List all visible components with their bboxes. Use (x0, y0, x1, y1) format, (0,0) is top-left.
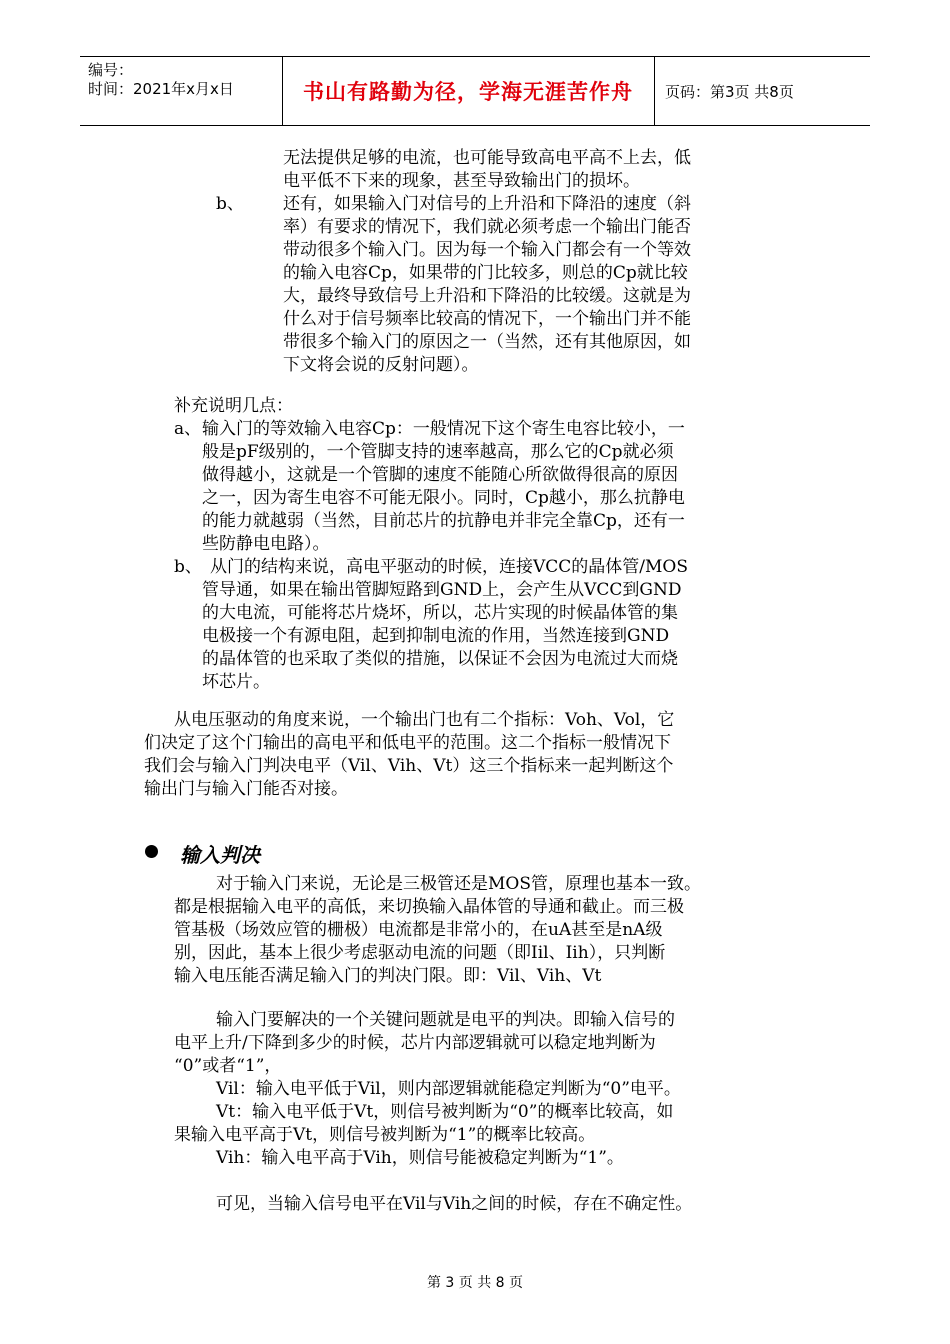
text-line: 输入门要解决的一个关键问题就是电平的判决。即输入信号的 (216, 1010, 675, 1030)
text-line: 别，因此，基本上很少考虑驱动电流的问题（即Iil、Iih），只判断 (174, 943, 666, 963)
list-marker-a: a、 (174, 419, 202, 439)
text-line: 对于输入门来说，无论是三极管还是MOS管，原理也基本一致。 (216, 874, 701, 894)
text-line: 我们会与输入门判决电平（Vil、Vih、Vt）这三个指标来一起判断这个 (144, 756, 674, 776)
text-line: 的能力就越弱（当然，目前芯片的抗静电并非完全靠Cp，还有一 (202, 511, 685, 531)
conclusion-text: 可见，当输入信号电平在Vil与Vih之间的时候，存在不确定性。 (216, 1194, 693, 1214)
page-header (80, 56, 870, 126)
section-title: 输入判决 (180, 843, 260, 867)
text-line: 管基极（场效应管的栅极）电流都是非常小的，在uA甚至是nA级 (174, 920, 663, 940)
text-line: Vil：输入电平低于Vil，则内部逻辑就能稳定判断为“0”电平。 (216, 1079, 681, 1099)
supplement-heading: 补充说明几点： (174, 396, 293, 416)
text-line: 大，最终导致信号上升沿和下降沿的比较缓。这就是为 (283, 286, 691, 306)
text-line: 的输入电容Cp，如果带的门比较多，则总的Cp就比较 (283, 263, 688, 283)
text-line: 率）有要求的情况下，我们就必须考虑一个输出门能否 (283, 217, 691, 237)
text-line: 输入门的等效输入电容Cp：一般情况下这个寄生电容比较小，一 (202, 419, 685, 439)
number-label: 编号： (88, 61, 134, 79)
text-line: 管导通，如果在输出管脚短路到GND上，会产生从VCC到GND (202, 580, 682, 600)
header-motto: 书山有路勤为径，学海无涯苦作舟 (303, 80, 633, 104)
text-line: 从门的结构来说，高电平驱动的时候，连接VCC的晶体管/MOS (210, 557, 689, 577)
list-marker-b: b、 (216, 194, 244, 214)
text-line: 电极接一个有源电阻，起到抑制电流的作用，当然连接到GND (202, 626, 670, 646)
time-label: 时间：2021年x月x日 (88, 80, 234, 98)
text-line: Vt：输入电平低于Vt，则信号被判断为“0”的概率比较高，如 (216, 1102, 674, 1122)
text-line: 从电压驱动的角度来说，一个输出门也有二个指标：Voh、Vol，它 (174, 710, 675, 730)
text-line: 果输入电平高于Vt，则信号被判断为“1”的概率比较高。 (174, 1125, 596, 1145)
text-line: 下文将会说的反射问题）。 (283, 355, 479, 375)
text-line: 之一，因为寄生电容不可能无限小。同时，Cp越小，那么抗静电 (202, 488, 685, 508)
header-divider-right (654, 57, 655, 125)
list-marker-b: b、 (174, 557, 202, 577)
page-footer: 第 3 页 共 8 页 (426, 1275, 524, 1291)
text-line: 做得越小，这就是一个管脚的速度不能随心所欲做得很高的原因 (202, 465, 678, 485)
text-line: 无法提供足够的电流，也可能导致高电平高不上去，低 (283, 148, 691, 168)
text-line: 电平上升/下降到多少的时候，芯片内部逻辑就可以稳定地判断为 (174, 1033, 656, 1053)
text-line: 的晶体管的也采取了类似的措施，以保证不会因为电流过大而烧 (202, 649, 678, 669)
text-line: “0”或者“1”， (174, 1056, 282, 1076)
text-line: 般是pF级别的，一个管脚支持的速率越高，那么它的Cp就必须 (202, 442, 674, 462)
header-left (88, 61, 234, 99)
text-line: 都是根据输入电平的高低，来切换输入晶体管的导通和截止。而三极 (174, 897, 684, 917)
text-line: 坏芯片。 (202, 672, 270, 692)
text-line: 还有，如果输入门对信号的上升沿和下降沿的速度（斜 (283, 194, 691, 214)
text-line: 们决定了这个门输出的高电平和低电平的范围。这二个指标一般情况下 (144, 733, 671, 753)
text-line: 输入电压能否满足输入门的判决门限。即：Vil、Vih、Vt (174, 966, 602, 986)
text-line: 带动很多个输入门。因为每一个输入门都会有一个等效 (283, 240, 691, 260)
text-line: Vih：输入电平高于Vih，则信号能被稳定判断为“1”。 (216, 1148, 624, 1168)
text-line: 输出门与输入门能否对接。 (144, 779, 348, 799)
text-line: 带很多个输入门的原因之一（当然，还有其他原因，如 (283, 332, 691, 352)
text-line: 电平低不下来的现象，甚至导致输出门的损坏。 (283, 171, 640, 191)
bullet-icon (145, 845, 158, 858)
text-line: 什么对于信号频率比较高的情况下，一个输出门并不能 (283, 309, 691, 329)
text-line: 的大电流，可能将芯片烧坏，所以，芯片实现的时候晶体管的集 (202, 603, 678, 623)
text-line: 些防静电电路）。 (202, 534, 330, 554)
header-page-info: 页码：第3页 共8页 (665, 82, 794, 101)
